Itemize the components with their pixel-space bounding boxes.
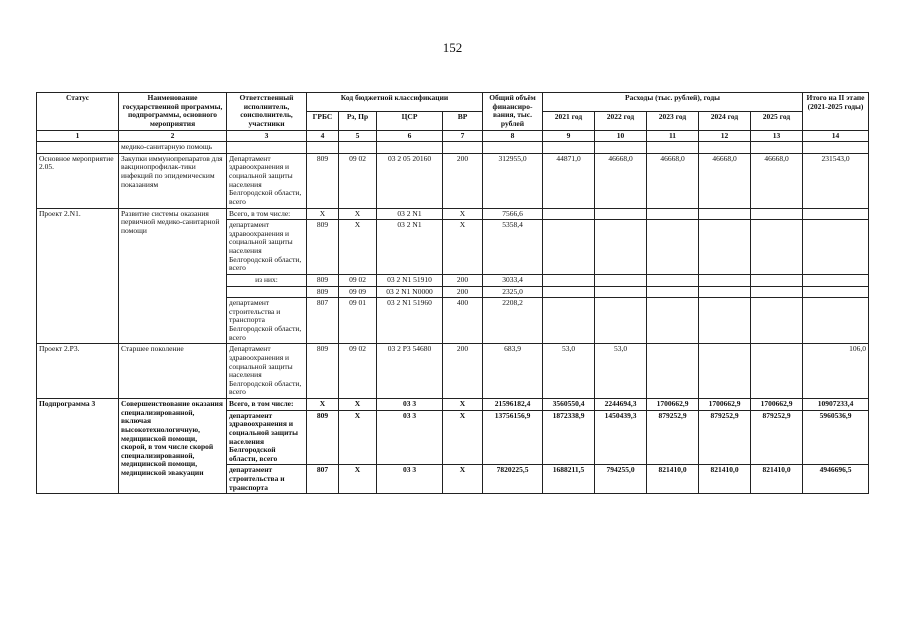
cell-2022: 53,0 [595, 344, 647, 399]
cell-2025: 879252,9 [751, 410, 803, 465]
cell-2024: 821410,0 [699, 465, 751, 494]
col-num: 5 [339, 130, 377, 142]
cell-2021: 1688211,5 [543, 465, 595, 494]
cell-2021 [543, 286, 595, 298]
header-bk-group: Код бюджетной классификации [307, 93, 483, 112]
cell-2024 [699, 208, 751, 220]
cell-vr: 200 [443, 344, 483, 399]
cell-2021: 3560550,4 [543, 399, 595, 411]
cell-rzpr: 09 02 [339, 153, 377, 208]
cell-csr: 03 3 [377, 410, 443, 465]
cell-2025 [751, 142, 803, 154]
cell-2022 [595, 220, 647, 275]
cell-2024 [699, 274, 751, 286]
cell-vr: 200 [443, 153, 483, 208]
cell-rzpr: Х [339, 220, 377, 275]
table-row [37, 399, 869, 411]
cell-2024: 46668,0 [699, 153, 751, 208]
cell-rzpr: Х [339, 465, 377, 494]
cell-grbs: 809 [307, 220, 339, 275]
cell-resp: Всего, в том числе: [227, 208, 307, 220]
cell-grbs: 809 [307, 274, 339, 286]
cell-resp: департамент строительства и транспорта Белгородской области, всего [227, 298, 307, 344]
cell-total [483, 142, 543, 154]
header-stage-total: Итого на II этапе (2021-2025 годы) [803, 93, 869, 131]
cell-2023: 879252,9 [647, 410, 699, 465]
cell-status: Подпрограмма 3 [37, 399, 119, 494]
cell-2022: 1450439,3 [595, 410, 647, 465]
header-2023: 2023 год [647, 111, 699, 130]
cell-2023: 821410,0 [647, 465, 699, 494]
header-2022: 2022 год [595, 111, 647, 130]
cell-total: 312955,0 [483, 153, 543, 208]
cell-stage [803, 220, 869, 275]
col-num: 6 [377, 130, 443, 142]
col-num: 3 [227, 130, 307, 142]
cell-2022 [595, 298, 647, 344]
cell-2025 [751, 286, 803, 298]
cell-grbs: 809 [307, 344, 339, 399]
cell-2025 [751, 208, 803, 220]
cell-grbs: Х [307, 399, 339, 411]
cell-2021 [543, 142, 595, 154]
col-num: 8 [483, 130, 543, 142]
cell-2021 [543, 298, 595, 344]
header-status: Статус [37, 93, 119, 131]
col-num: 9 [543, 130, 595, 142]
cell-vr: 400 [443, 298, 483, 344]
col-num: 7 [443, 130, 483, 142]
cell-rzpr: 09 02 [339, 344, 377, 399]
cell-stage [803, 142, 869, 154]
cell-vr: Х [443, 208, 483, 220]
cell-2023 [647, 208, 699, 220]
cell-resp: департамент здравоохранения и социальной защиты населения Белгородской области, всего [227, 410, 307, 465]
cell-stage: 5960536,9 [803, 410, 869, 465]
cell-rzpr: Х [339, 410, 377, 465]
header-responsible: Ответственный исполнитель, соисполнитель, участники [227, 93, 307, 131]
cell-2025: 46668,0 [751, 153, 803, 208]
cell-2024 [699, 220, 751, 275]
cell-2021: 1872338,9 [543, 410, 595, 465]
cell-resp [227, 142, 307, 154]
header-expenses-group: Расходы (тыс. рублей), годы [543, 93, 803, 112]
cell-csr: 03 2 N1 51960 [377, 298, 443, 344]
cell-name: Совершенствование оказания специализированной, включая высокотехнологичную, медицинской помощи, скорой, в том числе скорой специализированной, медицинской помощи, медицинской эвакуации [119, 399, 227, 494]
cell-vr: Х [443, 465, 483, 494]
cell-grbs: 807 [307, 298, 339, 344]
cell-total: 7820225,5 [483, 465, 543, 494]
cell-csr: 03 3 [377, 399, 443, 411]
col-num: 11 [647, 130, 699, 142]
cell-2025: 1700662,9 [751, 399, 803, 411]
cell-total: 3033,4 [483, 274, 543, 286]
header-grbs: ГРБС [307, 111, 339, 130]
cell-2022 [595, 286, 647, 298]
col-num: 2 [119, 130, 227, 142]
table-row [37, 153, 869, 208]
cell-csr: 03 2 N1 [377, 220, 443, 275]
cell-2023 [647, 286, 699, 298]
cell-name: Закупки иммунопрепаратов для вакцинопрофилак-тики инфекций по эпидемическим показаниям [119, 153, 227, 208]
cell-rzpr: Х [339, 399, 377, 411]
header-2021: 2021 год [543, 111, 595, 130]
header-total: Общий объём финансиро-вания, тыс. рублей [483, 93, 543, 131]
cell-csr: 03 2 N1 [377, 208, 443, 220]
cell-2024 [699, 344, 751, 399]
col-num: 10 [595, 130, 647, 142]
table-row [37, 344, 869, 399]
header-vr: ВР [443, 111, 483, 130]
cell-2022 [595, 142, 647, 154]
cell-vr: 200 [443, 286, 483, 298]
cell-status [37, 142, 119, 154]
cell-total: 2325,0 [483, 286, 543, 298]
cell-2022 [595, 208, 647, 220]
cell-grbs: 809 [307, 410, 339, 465]
cell-resp: Всего, в том числе: [227, 399, 307, 411]
col-num: 13 [751, 130, 803, 142]
cell-total: 13756156,9 [483, 410, 543, 465]
col-num: 12 [699, 130, 751, 142]
cell-vr: Х [443, 410, 483, 465]
cell-2025 [751, 344, 803, 399]
cell-2021: 44871,0 [543, 153, 595, 208]
col-num: 14 [803, 130, 869, 142]
cell-csr: 03 3 [377, 465, 443, 494]
column-number-row [37, 130, 869, 142]
cell-stage: 106,0 [803, 344, 869, 399]
cell-2023 [647, 220, 699, 275]
cell-stage: 10907233,4 [803, 399, 869, 411]
cell-2023 [647, 142, 699, 154]
cell-csr: 03 2 N1 N0000 [377, 286, 443, 298]
cell-total: 683,9 [483, 344, 543, 399]
cell-vr: Х [443, 220, 483, 275]
cell-total: 7566,6 [483, 208, 543, 220]
cell-2022: 2244694,3 [595, 399, 647, 411]
cell-2024 [699, 286, 751, 298]
header-name: Наименование государственной программы, подпрограммы, основного мероприятия [119, 93, 227, 131]
cell-rzpr [339, 142, 377, 154]
cell-2023: 46668,0 [647, 153, 699, 208]
cell-2023: 1700662,9 [647, 399, 699, 411]
cell-2022 [595, 274, 647, 286]
col-num: 4 [307, 130, 339, 142]
cell-2021 [543, 208, 595, 220]
cell-total: 21596182,4 [483, 399, 543, 411]
cell-resp: департамент строительства и транспорта [227, 465, 307, 494]
cell-2024: 1700662,9 [699, 399, 751, 411]
budget-table [36, 92, 869, 494]
cell-rzpr: 09 02 [339, 274, 377, 286]
cell-2025: 821410,0 [751, 465, 803, 494]
cell-vr: 200 [443, 274, 483, 286]
cell-2025 [751, 298, 803, 344]
cell-rzpr: 09 01 [339, 298, 377, 344]
cell-2025 [751, 220, 803, 275]
cell-name: Старшее поколение [119, 344, 227, 399]
cell-2021: 53,0 [543, 344, 595, 399]
cell-2023 [647, 298, 699, 344]
cell-vr [443, 142, 483, 154]
cell-stage [803, 274, 869, 286]
cell-2024 [699, 298, 751, 344]
header-csr: ЦСР [377, 111, 443, 130]
cell-grbs: 807 [307, 465, 339, 494]
cell-resp [227, 286, 307, 298]
cell-rzpr: 09 09 [339, 286, 377, 298]
header-2025: 2025 год [751, 111, 803, 130]
cell-stage: 231543,0 [803, 153, 869, 208]
cell-grbs: 809 [307, 153, 339, 208]
cell-2024: 879252,9 [699, 410, 751, 465]
cell-2021 [543, 274, 595, 286]
cell-total: 5358,4 [483, 220, 543, 275]
col-num: 1 [37, 130, 119, 142]
cell-stage [803, 286, 869, 298]
cell-resp: Департамент здравоохранения и социальной защиты населения Белгородской области, всего [227, 344, 307, 399]
cell-csr: 03 2 N1 51910 [377, 274, 443, 286]
cell-status: Проект 2.Р3. [37, 344, 119, 399]
table-row [37, 142, 869, 154]
cell-resp: департамент здравоохранения и социальной защиты населения Белгородской области, всего [227, 220, 307, 275]
cell-grbs: 809 [307, 286, 339, 298]
cell-vr: Х [443, 399, 483, 411]
cell-2021 [543, 220, 595, 275]
cell-total: 2208,2 [483, 298, 543, 344]
page-number: 152 [442, 40, 463, 55]
cell-2022: 46668,0 [595, 153, 647, 208]
cell-status: Проект 2.N1. [37, 208, 119, 344]
header-2024: 2024 год [699, 111, 751, 130]
cell-grbs: Х [307, 208, 339, 220]
cell-resp: из них: [227, 274, 307, 286]
cell-2023 [647, 274, 699, 286]
cell-rzpr: Х [339, 208, 377, 220]
cell-csr: 03 2 05 20160 [377, 153, 443, 208]
cell-grbs [307, 142, 339, 154]
cell-stage [803, 208, 869, 220]
cell-csr [377, 142, 443, 154]
cell-2023 [647, 344, 699, 399]
cell-csr: 03 2 Р3 54680 [377, 344, 443, 399]
header-rzpr: Рз, Пр [339, 111, 377, 130]
cell-stage: 4946696,5 [803, 465, 869, 494]
table-row [37, 208, 869, 220]
cell-2024 [699, 142, 751, 154]
cell-name: медико-санитарную помощь [119, 142, 227, 154]
cell-name: Развитие системы оказания первичной медико-санитарной помощи [119, 208, 227, 344]
cell-2022: 794255,0 [595, 465, 647, 494]
cell-stage [803, 298, 869, 344]
cell-2025 [751, 274, 803, 286]
cell-resp: Департамент здравоохранения и социальной защиты населения Белгородской области, всего [227, 153, 307, 208]
cell-status: Основное мероприятие 2.05. [37, 153, 119, 208]
